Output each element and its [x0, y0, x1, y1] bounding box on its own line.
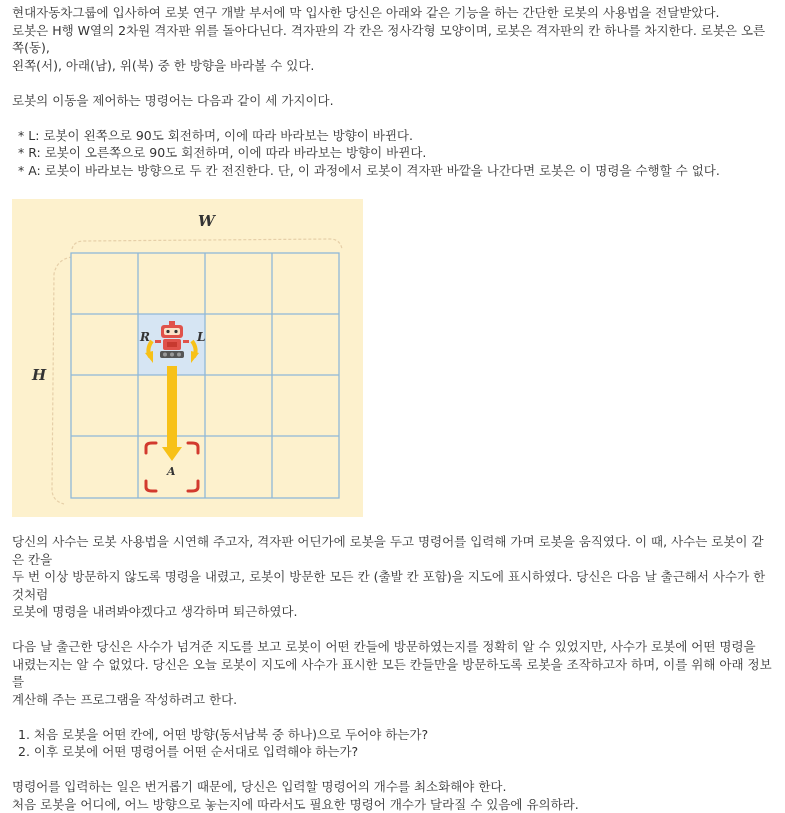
para3-line-1: 다음 날 출근한 당신은 사수가 넘겨준 지도를 보고 로봇이 어떤 칸들에 방문하였는지를 정확히 알 수 있었지만, 사수가 로봇에 어떤 명령을: [12, 638, 773, 656]
question-2: 2. 이후 로봇에 어떤 명령어를 어떤 순서대로 입력해야 하는가?: [12, 743, 773, 761]
commands-intro: 로봇의 이동을 제어하는 명령어는 다음과 같이 세 가지이다.: [12, 92, 773, 110]
command-a: * A: 로봇이 바라보는 방향으로 두 칸 전진한다. 단, 이 과정에서 로봇이 격자판 바깥을 나간다면 로봇은 이 명령을 수행할 수 없다.: [12, 162, 773, 180]
intro-line-1: 현대자동차그룹에 입사하여 로봇 연구 개발 부서에 막 입사한 당신은 아래와 같은 기능을 하는 간단한 로봇의 사용법을 전달받았다.: [12, 4, 773, 22]
command-l: * L: 로봇이 왼쪽으로 90도 회전하며, 이에 따라 바라보는 방향이 바뀐다.: [12, 127, 773, 145]
command-r: * R: 로봇이 오른쪽으로 90도 회전하며, 이에 따라 바라보는 방향이 바뀐다.: [12, 144, 773, 162]
para3-line-2: 내렸는지는 알 수 없었다. 당신은 오늘 로봇이 지도에 사수가 표시한 모든 칸들만을 방문하도록 로봇을 조작하고자 하며, 이를 위해 아래 정보를: [12, 656, 773, 691]
intro-line-2: 로봇은 H행 W열의 2차원 격자판 위를 돌아다닌다. 격자판의 각 칸은 정사각형 모양이며, 로봇은 격자판의 칸 하나를 차지한다. 로봇은 오른쪽(동),: [12, 22, 773, 57]
target-label: A: [167, 463, 176, 481]
para2-line-3: 로봇에 명령을 내려봐야겠다고 생각하며 퇴근하였다.: [12, 603, 773, 621]
width-brace: [72, 239, 342, 249]
closing-line-1: 명령어를 입력하는 일은 번거롭기 때문에, 당신은 입력할 명령어의 개수를 최소화해야 한다.: [12, 778, 773, 796]
robot-grid-figure: [12, 199, 363, 517]
intro-line-3: 왼쪽(서), 아래(남), 위(북) 중 한 방향을 바라볼 수 있다.: [12, 57, 773, 75]
height-brace: [52, 257, 72, 504]
height-label: H: [32, 367, 46, 385]
para2-line-1: 당신의 사수는 로봇 사용법을 시연해 주고자, 격자판 어딘가에 로봇을 두고 명령어를 입력해 가며 로봇을 움직였다. 이 때, 사수는 로봇이 같은 칸을: [12, 533, 773, 568]
robot-left-label: L: [197, 329, 205, 347]
width-label: W: [198, 213, 215, 231]
robot-right-label: R: [140, 329, 150, 347]
para3-line-3: 계산해 주는 프로그램을 작성하려고 한다.: [12, 691, 773, 709]
question-1: 1. 처음 로봇을 어떤 칸에, 어떤 방향(동서남북 중 하나)으로 두어야 하는가?: [12, 726, 773, 744]
para2-line-2: 두 번 이상 방문하지 않도록 명령을 내렸고, 로봇이 방문한 모든 칸 (출발 칸 포함)을 지도에 표시하였다. 당신은 다음 날 출근해서 사수가 한 것처럼: [12, 568, 773, 603]
grid-illustration: [12, 199, 363, 517]
closing-line-2: 처음 로봇을 어디에, 어느 방향으로 놓는지에 따라서도 필요한 명령어 개수가 달라질 수 있음에 유의하라.: [12, 796, 773, 813]
